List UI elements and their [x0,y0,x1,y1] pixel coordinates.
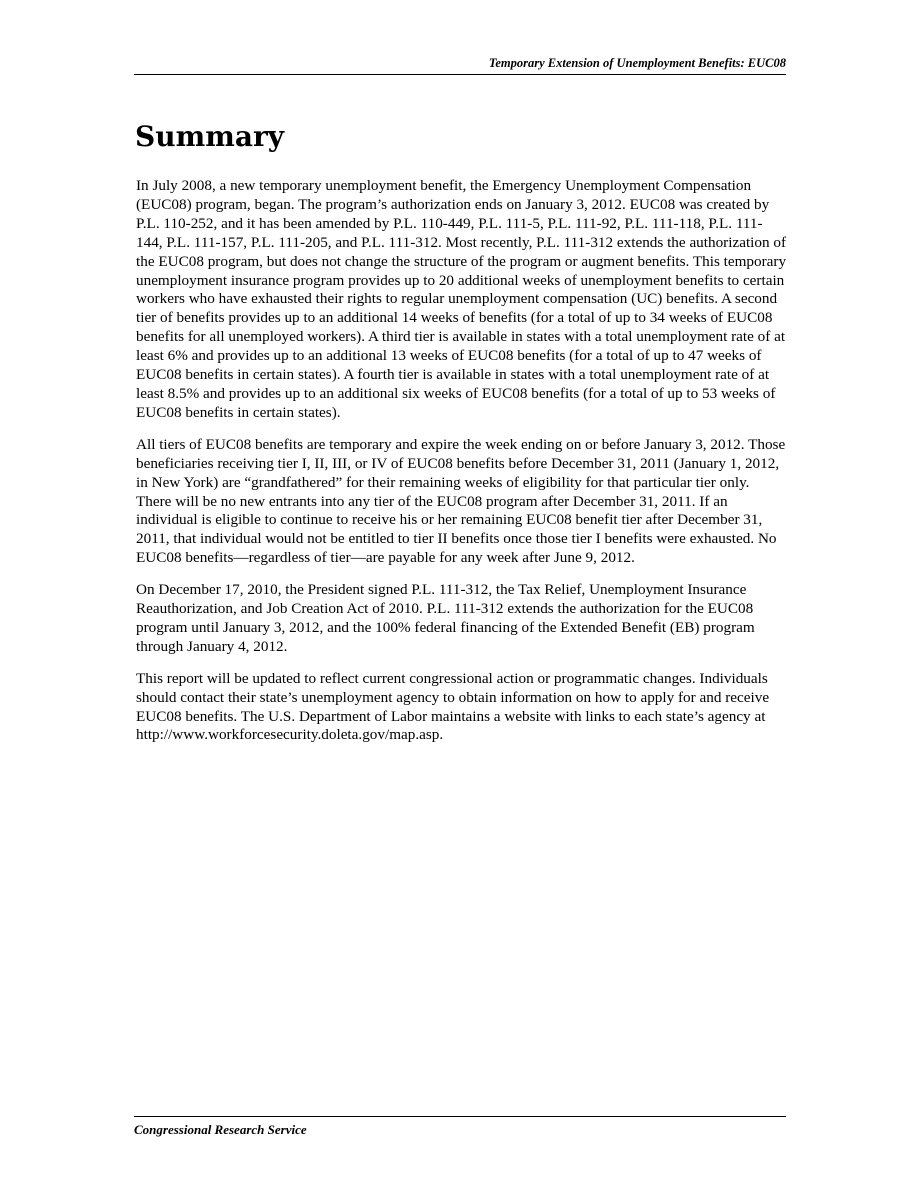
running-header [134,54,786,75]
summary-paragraph-3: On December 17, 2010, the President signed P.L. 111-312, the Tax Relief, Unemployment Insurance Reauthorization, and Job Creation Act of 2010. P.L. 111-312 extends the authorization for the EUC08 program until January 3, 2012, and the 100% federal financing of the Extended Benefit (EB) program through January 4, 2012. [136,581,755,655]
summary-paragraph-4: This report will be updated to reflect current congressional action or programmatic changes. Individuals should contact their state’s unemployment agency to obtain information on how to apply for and receive EUC08 benefits. The U.S. Department of Labor maintains a website with links to each state’s agency at http://www.workforcesecurity.doleta.gov/map.asp. [136,669,770,744]
summary-paragraph-1: In July 2008, a new temporary unemployment benefit, the Emergency Unemployment Compensation (EUC08) program, began. The program’s authorization ends on January 3, 2012. EUC08 was created by P.L. 110-252, and it has been amended by P.L. 110-449, P.L. 111-5, P.L. 111-92, P.L. 111-118, P.L. 111-144, P.L. 111-157, P.L. 111-205, and P.L. 111-312. Most recently, P.L. 111-312 extends the authorization of the EUC08 program, but does not change the structure of the program or augment benefits. This temporary unemployment insurance program provides up to 20 additional weeks of unemployment benefits to certain workers who have exhausted their rights to regular unemployment compensation (UC) benefits. A second tier of benefits provides up to an additional 14 weeks of benefits (for a total of up to 34 weeks of EUC08 benefits for all unemployed workers). A third tier is available in states with a total unemployment rate of at least 6% and provides up to an additional 13 weeks of EUC08 benefits (for a total of up to 47 weeks of EUC08 benefits in certain states). A fourth tier is available in states with a total unemployment rate of at least 8.5% and provides up to an additional six weeks of EUC08 benefits (for a total of up to 53 weeks of EUC08 benefits in certain states). [136,177,787,421]
page-title: Summary [135,120,284,153]
summary-paragraph-2: All tiers of EUC08 benefits are temporary and expire the week ending on or before January 3, 2012. Those beneficiaries receiving tier I, II, III, or IV of EUC08 benefits before December 31, 2011 (January 1, 2012, in New York) are “grandfathered” for their remaining weeks of eligibility for that particular tier only. There will be no new entrants into any tier of the EUC08 program after December 31, 2011. If an individual is eligible to continue to receive his or her remaining EUC08 benefit tier after December 31, 2011, that individual would not be entitled to tier II benefits once those tier I benefits were exhausted. No EUC08 benefits—regardless of tier—are payable for any week after June 9, 2012. [136,435,786,567]
footer-organization: Congressional Research Service [134,1122,307,1137]
summary-body [136,177,788,758]
running-title: Temporary Extension of Unemployment Benefits: EUC08 [488,56,786,70]
page-footer [134,1116,786,1139]
